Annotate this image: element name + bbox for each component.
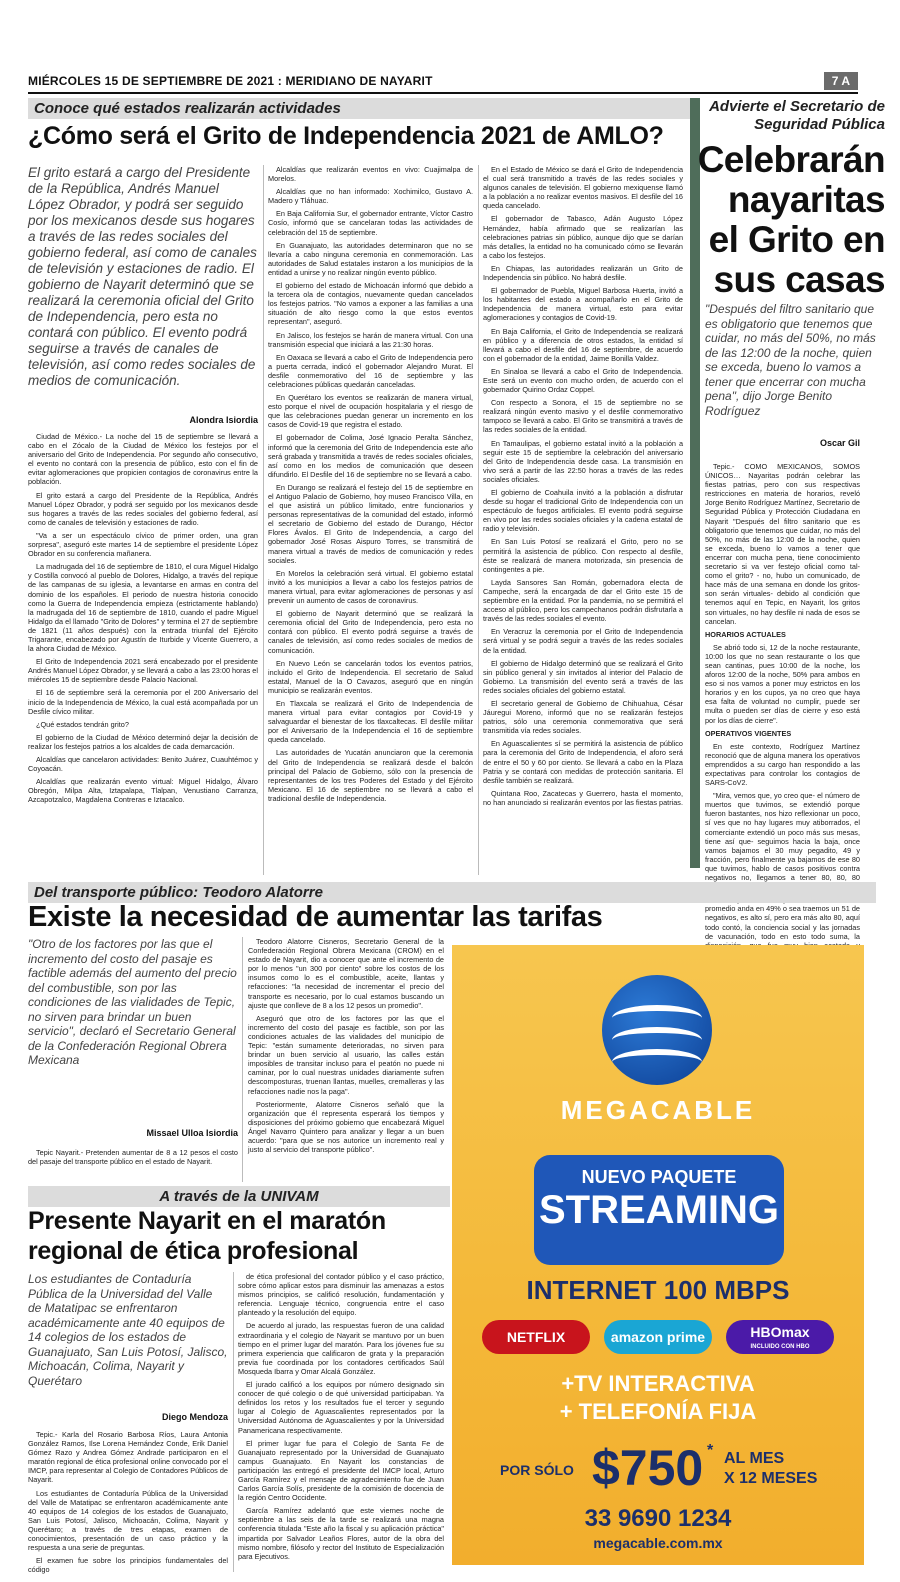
- paragraph: En Sinaloa se llevará a cabo el Grito de Independencia. Este será un evento con mucho orden, de acuerdo con el gobernador Quirino Ordaz Coppel.: [483, 366, 683, 395]
- article1-byline: Alondra Isiordia: [189, 415, 258, 425]
- paragraph: Tepic.- Karla del Rosario Barbosa Ríos, Laura Antonia González Ramos, Ilse Lorena Hernández Conde, Erik Daniel Gómez Razo y Andrea Gómez Andrade participaron en el maratón regional de ética profesional online convocado por el IMCP, para representar al Colegio de Contadores Públicos de Nayarit.: [28, 1430, 228, 1485]
- article4-column-2: [238, 1272, 444, 1575]
- article2-title-line: Celebrarán: [697, 139, 885, 180]
- paragraph: El jurado calificó a los equipos por número designado sin conocer de qué colegio o de qué universidad participaban. Ya definidos los retos y los resultados fue el tercer y segundo lugar al Colegio de Aguascalientes representados por la Universidad Autónoma de Aguascalientes y por la Universidad Panamericana respectivamente.: [238, 1380, 444, 1435]
- hbomax-label: HBOmax: [750, 1324, 810, 1340]
- article3-byline: Missael Ulloa Isiordia: [146, 1128, 238, 1138]
- article4-title-line: regional de ética profesional: [28, 1237, 359, 1265]
- article1-lead: El grito estará a cargo del Presidente de la República, Andrés Manuel López Obrador, y podrá ser seguido por los mexicanos desde sus hogares a través de las redes sociales del gobierno federal, así como de canales de televisión y estaciones de radio. El gobierno de Nayarit determinó que se realizará la ceremonia oficial del Grito de Independencia, pero esta no contará con público. El evento podrá seguirse a través de canales de televisión, así como redes sociales de medios de comunicación.: [28, 165, 257, 388]
- paragraph: El gobernador de Tabasco, Adán Augusto López Hernández, había afirmado que se realizarían las celebraciones patrias sin público, aunque dijo que se darían más detalles, la entidad no ha comunicado cómo se llevarán a cabo los festejos.: [483, 214, 683, 260]
- paragraph: El gobierno de Coahuila invitó a la población a disfrutar desde su hogar el tradicional Grito de Independencia con un espectáculo de fuegos artificiales. El evento podrá seguirse en vivo por las redes sociales oficiales y la cadena estatal de radio y televisión.: [483, 488, 683, 534]
- paragraph: En Jalisco, los festejos se harán de manera virtual. Con una transmisión especial que iniciará a las 21:30 horas.: [268, 330, 473, 349]
- ad-brand: MEGACABLE: [560, 1095, 756, 1125]
- paragraph: ¿Qué estados tendrán grito?: [36, 719, 129, 729]
- article4-lead: Los estudiantes de Contaduría Pública de la Universidad del Valle de Matatipac se enfrentaron académicamente ante 40 equipos de 14 colegios de los estados de Guanajuato, San Luis Potosí, Jalisco, Michoacán, Colima, Nayarit y Querétaro: [28, 1272, 228, 1388]
- article1-kicker: Conoce qué estados realizarán actividades: [28, 98, 690, 119]
- paragraph: Teodoro Alatorre Cisneros, Secretario General de la Confederación Regional Obrera Mexicana (CROM) en el estado de Nayarit, dio a conocer que ante el incremento de por lo menos "un 300 por ciento" sobre los costos de los insumos como lo es el combustible, aceite, llantas y refacciones: "la necesidad de incrementar el precio del transporte es necesario, por lo cual estamos buscando un ajuste que conlleve de 8 a los 12 pesos un promedio".: [248, 937, 444, 1010]
- paragraph: Con respecto a Sonora, el 15 de septiembre no se realizará ningún evento masivo y el desfile conmemorativo tampoco se llevará a cabo. El Grito se transmitirá a través de las redes sociales de la entidad.: [483, 398, 683, 435]
- ad-price-block: [452, 1440, 864, 1500]
- article3-title: Existe la necesidad de aumentar las tarifas: [28, 901, 603, 933]
- paragraph: En Tamaulipas, el gobierno estatal invitó a la población a seguir este 15 de septiembre la celebración del aniversario del Grito de Independencia desde casa. La transmisión en vivo será a partir de las 22:50 horas a través de las redes sociales oficiales.: [483, 438, 683, 484]
- paragraph: En el Estado de México se dará el Grito de Independencia el cual será transmitido a través de las redes sociales y algunos canales de televisión. El gobierno mexiquense llamó a la población a no realizar eventos masivos. El desfile del 16 queda cancelado.: [483, 165, 683, 211]
- article3-lead: "Otro de los factores por las que el incremento del costo del pasaje es factible además del aumento del precio del combustible, son por las condiciones de las vialidades de Tepic, no sirven para brindar un buen servicio", declaró el Secretario General de la Confederación Regional Obrera Mexicana: [28, 937, 237, 1067]
- paragraph: Se abrió todo si, 12 de la noche restaurante, 10:00 los que no sean restaurante o los que sean cantinas, pues 10:00 de la noche, los aforos 12:00 de la noche, 50% para ambos en eso si nos vamos a poner muy estrictos en los horarios y en los cupos, ya no creo que haya esa falta de voluntad no cumplir, puede ser multa o pueden ser días de cierre y eso está por los días de cierre".: [705, 642, 860, 725]
- paragraph: Ciudad de México.- La noche del 15 de septiembre se llevará a cabo en el Zócalo de la Ciudad de México los festejos por el aniversario del Grito de Independencia. Por segundo año consecutivo, el evento no contará con la presencia de público, esto con el fin de evitar aglomeraciones que propicien contagios de coronavirus entre la población.: [28, 432, 258, 487]
- article2-lead: "Después del filtro sanitario que es obligatorio que tenemos que cuidar, no más del 50%, no más de las 12:00 de la noche, quien se exceda, bueno lo vamos a tener que encerrar con mucha pena", dijo Jorge Benito Rodríguez: [705, 302, 876, 418]
- paragraph: El primer lugar fue para el Colegio de Santa Fe de Guanajuato representado por la Universidad de Guanajuato campus Guanajuato. En Nayarit los constancias de participación las entregó el presidente del IMCP local, Arturo García Ramírez y el mensaje de agradecimiento fue de Juan Carlos García Solís, presidente de la comisión de docencia de la región Centro Occidente.: [238, 1438, 444, 1503]
- paragraph: El 16 de septiembre será la ceremonia por el 200 Aniversario del inicio de la Independencia de México, la cual está acompañada por un Desfile cívico militar.: [28, 688, 258, 716]
- column-divider: [242, 937, 243, 1182]
- paragraph: En Chiapas, las autoridades realizarán un Grito de Independencia sin público. No habrá desfile.: [483, 263, 683, 283]
- logo-arc: [612, 1049, 702, 1075]
- subheading: HORARIOS ACTUALES: [705, 629, 786, 639]
- article4-byline: Diego Mendoza: [161, 1412, 228, 1422]
- ad-price: $750: [592, 1440, 704, 1496]
- paragraph: Posteriormente, Alatorre Cisneros señaló que la organización que él representa esperará los tiempos y disposiciones del próximo gobierno que encabezará Miguel Ángel Navarro Quintero para analizar y llegar a un buen acuerdo: "para que se nos autorice un incremento real y justo al servicio del transporte público".: [248, 1099, 444, 1155]
- ad-price-period: AL MES: [724, 1450, 785, 1467]
- ad-price-asterisk: *: [707, 1442, 714, 1459]
- paragraph: En Morelos la celebración será virtual. El gobierno estatal invitó a los municipios a llevar a cabo los festejos patrios de manera virtual, para evitar aglomeraciones de personas y así prevenir un aumento de casos de coronavirus.: [268, 568, 473, 606]
- article1-column-2: [268, 165, 473, 875]
- megacable-advertisement[interactable]: [452, 945, 864, 1565]
- article4-title: [28, 1206, 448, 1266]
- ad-headline-line2: STREAMING: [539, 1188, 779, 1232]
- paragraph: Layda Sansores San Román, gobernadora electa de Campeche, será la encargada de dar el Grito este 15 de septiembre en la entidad. Por la pandemia, no se permitirá el acceso al público, pero los campechanos podrán disfrutarla a través de las redes sociales el evento.: [483, 577, 683, 624]
- article2-title-line: nayaritas: [727, 179, 885, 220]
- ad-extras: [452, 1370, 864, 1426]
- paragraph: La madrugada del 16 de septiembre de 1810, el cura Miguel Hidalgo y Costilla convocó al pueblo de Dolores, Hidalgo, a través del repique de las campanas de su iglesia, a levantarse en armas en contra del dominio de los españoles. El periodo de nuestra historia conocido como la Guerra de Independencia empieza (estrictamente hablando) la madrugada del 16 de septiembre de 1810, cuando el padre Miguel Hidalgo da el llamado "Grito de Dolores" y termina el 27 de septiembre de 1821 (11 años después) con la entrada triunfal del Ejército Trigarante, encabezado por Agustín de Iturbide y Vicente Guerrero, a la ahora Ciudad de México.: [28, 562, 258, 654]
- article4-kicker: A través de la UNIVAM: [28, 1186, 450, 1207]
- paragraph: En Oaxaca se llevará a cabo el Grito de Independencia pero a puerta cerrada, indicó el gobernador Alejandro Murat. El desfile conmemorativo del 16 de septiembre y las celebraciones públicas quedarán canceladas.: [268, 352, 473, 389]
- paragraph: Alcaldías que realizarán eventos en vivo: Cuajimalpa de Morelos.: [268, 165, 473, 184]
- article4-column-1: [28, 1430, 228, 1575]
- paragraph: El Grito de Independencia 2021 será encabezado por el presidente Andrés Manuel López Obrador, y se llevará a cabo a las 23:00 horas el miércoles 15 de septiembre desde Palacio Nacional.: [28, 657, 258, 685]
- paragraph: En San Luis Potosí se realizará el Grito, pero no se permitirá la asistencia de público. Con respecto al desfile, éste se realizará de manera motorizada, sin presencia de contingentes a pie.: [483, 537, 683, 574]
- paragraph: García Ramírez adelantó que este viernes noche de septiembre a las seis de la tarde se realizará una magna conferencia titulada "Este año la fiscal y su aplicación práctica" impartida por Salvador Leaños Flores, autor de la obra del mismo nombre, filósofo y rector del Instituto de Especialización para Ejecutivos.: [238, 1506, 444, 1561]
- hbomax-badge: [726, 1320, 834, 1354]
- ad-internet-speed: INTERNET 100 MBPS: [526, 1275, 790, 1305]
- paragraph: En Baja California, el Grito de Independencia se realizará en público y a diferencia de otros estados, la entidad sí llevará a cabo el desfile del 16 de septiembre, de acuerdo con el gobernador de la entidad, Jaime Bonilla Valdez.: [483, 326, 683, 363]
- ad-streaming-services: [482, 1320, 834, 1354]
- paragraph: El gobierno de Hidalgo determinó que se realizará el Grito sin público general y sin invitados al interior del Palacio de Gobierno. La transmisión del evento será a través de las redes sociales oficiales del gobierno estatal.: [483, 658, 683, 695]
- paragraph: En Durango se realizará el festejo del 15 de septiembre en el Antiguo Palacio de Gobierno, hoy museo Francisco Villa, en el que asistirá un público limitado, entre funcionarios y personas representativas de la comunidad del estado, informó el secretario de Gobierno del estado de Durango, Héctor Flores Ávalos. El Grito de Independencia, a cargo del gobernador José Rosas Aispuro Torres, se transmitirá de manera virtual a través de medios de comunicación y redes sociales.: [268, 482, 473, 565]
- paragraph: El secretario general de Gobierno de Chihuahua, César Jáuregui Moreno, informó que no se realizarán festejos patrios, sólo una ceremonia conmemorativa que será transmitida vía redes sociales.: [483, 698, 683, 736]
- amazon-prime-badge: amazon prime: [604, 1320, 712, 1354]
- header-date: MIÉRCOLES 15 DE SEPTIEMBRE DE 2021 : MERIDIANO DE NAYARIT: [28, 74, 433, 88]
- paragraph: En Tlaxcala se realizará el Grito de Independencia de manera virtual para evitar contagios por Covid-19 y salvaguardar el bienestar de los tlaxcaltecas. El desfile militar por el Aniversario de la Independencia el 16 de septiembre queda cancelado.: [268, 698, 473, 745]
- ad-headline-bubble: [534, 1155, 784, 1265]
- article3-column-2: [248, 937, 444, 1182]
- paragraph: El gobierno del estado de Michoacán informó que debido a la tercera ola de contagios, nuevamente quedan cancelados los festejos patrios. "No vamos a exponer a las familias a una situación de alto riesgo como la que estos eventos representan", aseguró.: [268, 281, 473, 327]
- article2-body: [705, 462, 860, 941]
- article2-kicker: Advierte el Secretario de Seguridad Pública: [709, 98, 885, 133]
- article3-column-1: [28, 1148, 238, 1180]
- paragraph: Tepic Nayarit.- Pretenden aumentar de 8 a 12 pesos el costo del pasaje del transporte público en el estado de Nayarit.: [28, 1148, 238, 1167]
- paragraph: El gobernador de Puebla, Miguel Barbosa Huerta, invitó a los habitantes del estado a acompañarlo en el Grito de Independencia de manera virtual, esto para evitar aglomeraciones y contagios de Covid-19.: [483, 286, 683, 323]
- paragraph: "Va a ser un espectáculo cívico de primer orden, una gran sorpresa", aseguró este martes 14 de septiembre el presidente López Obrador en su conferencia mañanera.: [28, 530, 258, 559]
- paragraph: El gobierno de la Ciudad de México determinó dejar la decisión de realizar los festejos patrios a los alcaldes de cada demarcación.: [28, 732, 258, 751]
- paragraph: El gobernador de Colima, José Ignacio Peralta Sánchez, informó que la ceremonia del Grito de Independencia este año será grabada y transmitida a través de redes sociales oficiales, así como en los medios de comunicación que deseen difundirlo. El Desfile del 16 de septiembre no se llevará a cabo.: [268, 433, 473, 479]
- paragraph: Alcaldías que cancelaron actividades: Benito Juárez, Cuauhtémoc y Coyoacán.: [28, 755, 258, 774]
- paragraph: De acuerdo al jurado, las respuestas fueron de una calidad extraordinaria y el colegio de Nayarit se mantuvo por un buen tiempo en el primer lugar del maratón. Para los jóvenes fue su primera experiencia que calificaron de grata y la preparación previa fue coordinada por los contadores certificados Saúl Mosqueda Ibarra y Omar Alcalá González.: [238, 1321, 444, 1376]
- article4-title-line: Presente Nayarit en el maratón: [28, 1207, 386, 1235]
- paragraph: En Baja California Sur, el gobernador entrante, Víctor Castro Cosío, informó que se cancelaran todas las actividades de celebración del 15 de septiembre.: [268, 209, 473, 237]
- article3-kicker: Del transporte público: Teodoro Alatorre: [28, 882, 876, 903]
- column-divider: [263, 165, 264, 875]
- ad-price-term: X 12 MESES: [724, 1470, 818, 1487]
- paragraph: En Guanajuato, las autoridades determinaron que no se llevaría a cabo ninguna ceremonia en conmemoración. Las autoridades de Salud estatales instaron a los municipios de la entidad a unirse y no realizar ningún evento público.: [268, 240, 473, 277]
- paragraph: Alcaldías que realizarán evento virtual: Miguel Hidalgo, Álvaro Obregón, Milpa Alta, Iztapalapa, Tlalpan, Venustiano Carranza, Azcapotzalco, Magdalena Contreras e Iztacalco.: [28, 777, 258, 805]
- paragraph: de ética profesional del contador público y el caso práctico, sobre cómo aplicar estos para disminuir las amenazas a estos mismos principios, se calificó resolución, fundamentación y referencia. Lenguaje técnico, congruencia entre el caso planteado y la resolución del equipo.: [238, 1272, 444, 1318]
- paragraph: En Nuevo León se cancelarán todos los eventos patrios, incluido el Grito de Independencia. El secretario de Salud estatal, Manuel de la O Cavazos, aseguró que en ningún municipio se realizarán eventos.: [268, 658, 473, 695]
- article1-title: ¿Cómo será el Grito de Independencia 2021 de AMLO?: [28, 122, 664, 150]
- netflix-badge: NETFLIX: [482, 1320, 590, 1354]
- ad-url[interactable]: megacable.com.mx: [593, 1535, 723, 1551]
- paragraph: Alcaldías que no han informado: Xochimilco, Gustavo A. Madero y Tláhuac.: [268, 187, 473, 206]
- article1-column-1: [28, 432, 258, 877]
- ad-extra-tv: +TV INTERACTIVA: [561, 1371, 755, 1396]
- paragraph: "Mira, vemos que, yo creo que- el número de muertos que tuvimos, se extendió porque fueron bastantes, nos hizo reflexionar un poco, sí ves que no hay lugares muy atiborrados, el comerciante extendió un poco más sus mesas, tiene así que- seguimos hacia la baja, once vamos bajamos el 30 muy pegadito, 49 y fracción, pero finalmente ya bajamos de ese 80 que tuvimos, hablo de casos positivos contra negativos no, llegamos a tener 80, 80, 80: [705, 791, 860, 883]
- ad-extra-phone: + TELEFONÍA FIJA: [559, 1399, 757, 1424]
- paragraph: Los estudiantes de Contaduría Pública de la Universidad del Valle de Matatipac se enfrentaron académicamente ante 40 equipos de 14 colegios de los estados de Guanajuato, San Luis Potosí, Jalisco, Michoacán, Colima, Nayarit y Querétaro; a través de tres etapas, examen de conocimientos, presentación de un caso práctico y la respuesta a una serie de preguntas.: [28, 1488, 228, 1553]
- paragraph: El examen fue sobre los principios fundamentales del código: [28, 1556, 228, 1575]
- article2-byline: Oscar Gil: [819, 438, 860, 448]
- page-header: [28, 72, 858, 94]
- ad-phone[interactable]: 33 9690 1234: [584, 1505, 732, 1532]
- paragraph: En Veracruz la ceremonia por el Grito de Independencia será virtual y se podrá seguir a través de las redes sociales de la entidad.: [483, 627, 683, 655]
- megacable-logo-icon: [602, 975, 712, 1085]
- paragraph: En Querétaro los eventos se realizarán de manera virtual, esto porque el nivel de ocupación hospitalaria y el riesgo de que las celebraciones puedan generar un incremento en los casos de Covid-19 que registra el estado.: [268, 393, 473, 430]
- article1-column-3: [483, 165, 683, 875]
- subheading: OPERATIVOS VIGENTES: [705, 728, 792, 738]
- page-number: 7 A: [824, 72, 858, 90]
- article2-title-line: sus casas: [713, 259, 885, 300]
- article2-title: [695, 140, 885, 300]
- paragraph: En este contexto, Rodríguez Martínez reconoció que de alguna manera los operativos emprendidos a su cargo han respondido a las expectativas para controlar los contagios de SARS-CoV2.: [705, 741, 860, 788]
- paragraph: Quintana Roo, Zacatecas y Guerrero, hasta el momento, no han anunciado si realizarán eventos por las fiestas patrias.: [483, 788, 683, 807]
- paragraph: En Aguascalientes sí se permitirá la asistencia de público para la ceremonia del Grito de Independencia, el aforo será de entre el 50 y 60 por ciento. Se llevará a cabo en la Plaza Patria y se contará con medidas de protección sanitaria. El desfile también se realizará.: [483, 739, 683, 785]
- ad-headline-line1: NUEVO PAQUETE: [581, 1167, 737, 1187]
- paragraph: El gobierno de Nayarit determinó que se realizará la ceremonia oficial del Grito de Independencia, pero esta no contará con público. El evento podrá seguirse a través de canales de televisión, así como redes sociales de medios de comunicación.: [268, 609, 473, 655]
- column-divider: [233, 1272, 234, 1572]
- ad-price-prefix: POR SÓLO: [500, 1462, 574, 1478]
- column-divider: [478, 165, 479, 875]
- paragraph: promedio anda en 49% o sea traemos un 51 de negativos, es alto sí, pero era más alto 80, aquí todo contó, la conciencia social y las jornadas de vacunación, todo en esto todo suma, la: [705, 904, 860, 941]
- paragraph: Aseguró que otro de los factores por las que el incremento del costo del pasaje es factible, son por las condiciones actuales de las vialidades del municipio de Tepic: "están sumamente deterioradas, no sirven para brindar un buen servicio al usuario, las calles están imposibles de transitar incluso para el peatón no puede ni caminar, por lo cual nuestras unidades diariamente sufren descomposturas, truenan llantas, muelles, cremalleras y las refacciones nadie nos la paga".: [248, 1013, 444, 1096]
- paragraph: Las autoridades de Yucatán anunciaron que la ceremonia del Grito de Independencia se realizará desde el balcón principal del Palacio de Gobierno, sólo con la presencia de representantes de los tres Poderes del Estado y del Ejército Mexicano. El 16 de septiembre no se llevará a cabo el tradicional desfile de Independencia.: [268, 748, 473, 803]
- paragraph: Tepic.- COMO MEXICANOS, SOMOS ÚNICOS… Nayaritas podrán celebrar las fiestas patrias, pero con sus respectivas restricciones en materia de horarios, reveló Jorge Benito Rodríguez Martínez, Secretario de Seguridad Pública y Protección Ciudadana en Nayarit "Después del filtro sanitario que es obligatorio que tenemos que cuidar, no más del 50%, no más de las 12:00 de la noche, quien se exceda, bueno lo vamos a tener que encerrar con mucha pena, tiene conocimiento secretario si va ver festejo oficial como tal-como el grito? - no, hubo un comunicado, de hace más de una semana en donde los gritos- son serán virtuales- debido al condición que tenemos aquí en Tepic, en Nayarit, los gritos son virtuales, no hay desfile ni nada de esos se cancelan.: [705, 462, 860, 626]
- paragraph: El grito estará a cargo del Presidente de la República, Andrés Manuel López Obrador, y podrá ser seguido por los mexicanos desde sus hogares a través de las redes sociales del gobierno federal, así como de canales de televisión y estaciones de radio.: [28, 490, 258, 527]
- article2-title-line: el Grito en: [708, 219, 885, 260]
- hbomax-sublabel: INCLUIDO CON HBO: [750, 1344, 810, 1350]
